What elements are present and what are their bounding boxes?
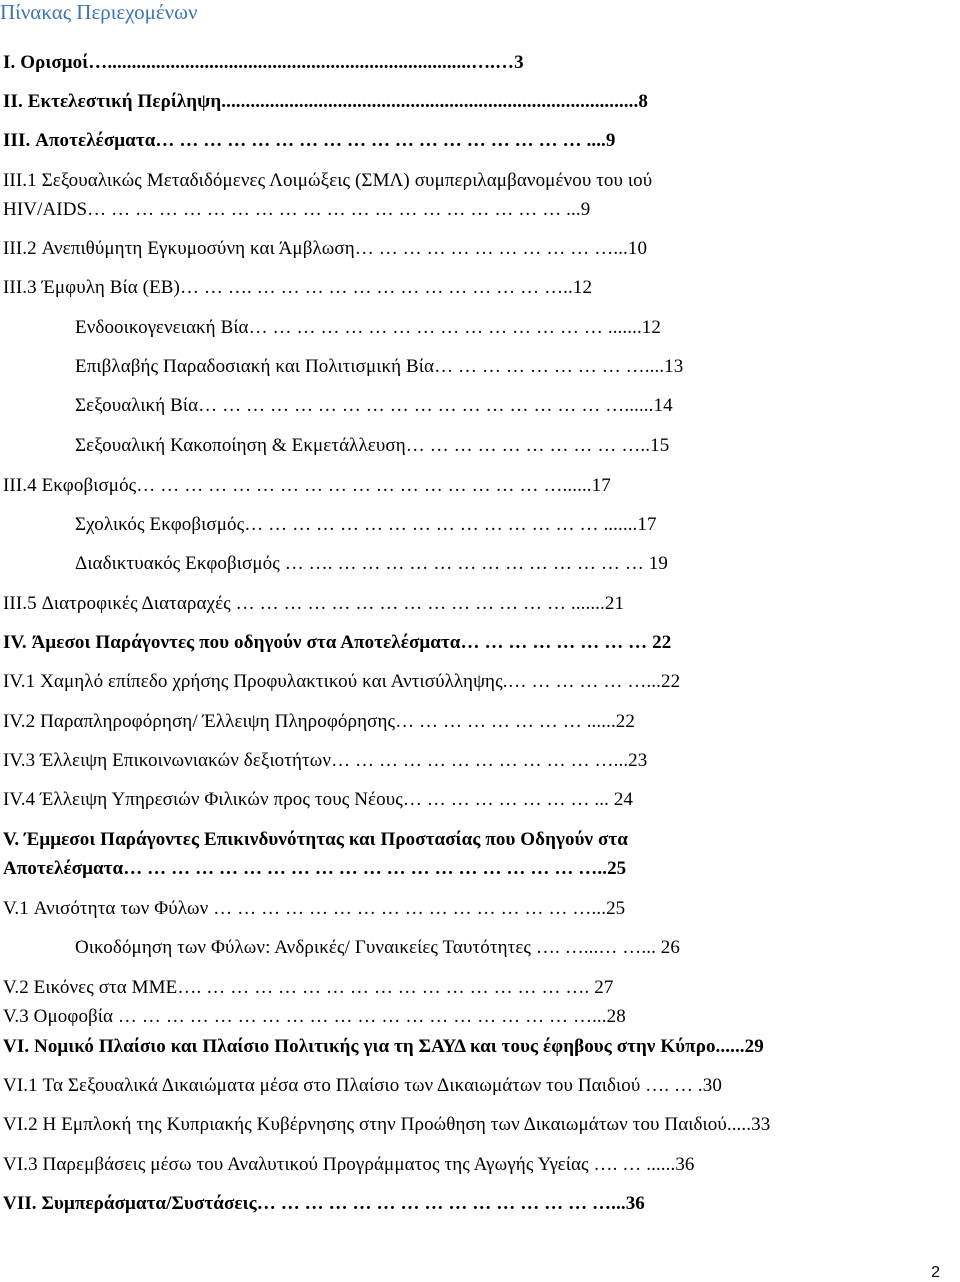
- toc-entry-sexoualiki-via[interactable]: Σεξουαλική Βία… … … … … … … … … … … … … … … … … …......14: [75, 395, 673, 416]
- toc-entry-endooikogeneiaki-via[interactable]: Ενδοοικογενειακή Βία… … … … … … … … … … … … … … … .......12: [75, 317, 662, 338]
- toc-entry-diatrofikes[interactable]: III.5 Διατροφικές Διαταραχές … … … … … … … … … … … … … … .......21: [3, 593, 625, 614]
- toc-entry-dexiotites[interactable]: IV.3 Έλλειψη Επικοινωνιακών δεξιοτήτων… … … … … … … … … … … …...23: [3, 750, 648, 771]
- toc-entry-kakopoiisi[interactable]: Σεξουαλική Κακοποίηση & Εκμετάλλευση… … … … … … … … … …..15: [75, 435, 670, 456]
- toc-entry-paremvaseis[interactable]: VI.3 Παρεμβάσεις μέσω του Αναλυτικού Προγράμματος της Αγωγής Υγείας …. … ......36: [3, 1154, 695, 1175]
- toc-entry-orismoi[interactable]: I. Ορισμοί…...........................................................................….…3: [3, 52, 524, 73]
- toc-entry-diadiktyakos-ekfovismos[interactable]: Διαδικτυακός Εκφοβισμός … …. … … … … … … … … … … … … … 19: [75, 553, 669, 574]
- toc-entry-sml-continued[interactable]: HIV/AIDS… … … … … … … … … … … … … … … … … … … … ...9: [3, 199, 591, 220]
- toc-entry-symperasmata[interactable]: VII. Συμπεράσματα/Συστάσεις… … … … … … … … … … … … … … …...36: [3, 1193, 645, 1214]
- toc-entry-egkymosyni[interactable]: III.2 Ανεπιθύμητη Εγκυμοσύνη και Άμβλωση… … … … … … … … … … …...10: [3, 238, 648, 259]
- toc-entry-amesoi-paragontes[interactable]: IV. Άμεσοι Παράγοντες που οδηγούν στα Αποτελέσματα… … … … … … … … 22: [3, 632, 672, 653]
- toc-entry-scholikos-ekfovismos[interactable]: Σχολικός Εκφοβισμός… … … … … … … … … … … … … … … .......17: [75, 514, 657, 535]
- toc-entry-oikodomisi-fylon[interactable]: Οικοδόμηση των Φύλων: Ανδρικές/ Γυναικείες Ταυτότητες …. …...… …... 26: [75, 937, 680, 958]
- toc-entry-ekfovismos[interactable]: III.4 Εκφοβισμός… … … … … … … … … … … … … … … … … …......17: [3, 475, 611, 496]
- toc-title: Πίνακας Περιεχομένων: [0, 0, 198, 24]
- toc-entry-sexoualika-dikaiomata[interactable]: VI.1 Τα Σεξουαλικά Δικαιώματα μέσα στο Πλαίσιο των Δικαιωμάτων του Παιδιού …. … .30: [3, 1075, 722, 1096]
- toc-entry-anisotita[interactable]: V.1 Ανισότητα των Φύλων … … … … … … … … … … … … … … … …...25: [3, 898, 626, 919]
- toc-entry-omofovia[interactable]: V.3 Ομοφοβία … … … … … … … … … … … … … … … … … … … …...28: [3, 1006, 626, 1027]
- toc-entry-ektelestiki-perilipsi[interactable]: II. Εκτελεστική Περίληψη......................................................................................8: [3, 91, 648, 112]
- toc-entry-ypiresies[interactable]: IV.4 Έλλειψη Υπηρεσιών Φιλικών προς τους Νέους… … … … … … … … ... 24: [3, 789, 634, 810]
- toc-entry-paraplirofórisi[interactable]: IV.2 Παραπληροφόρηση/ Έλλειψη Πληροφόρησης… … … … … … … … ......22: [3, 711, 636, 732]
- toc-entry-apotelesmata[interactable]: III. Αποτελέσματα… … … … … … … … … … … … … … … … … … ....9: [3, 130, 616, 151]
- toc-entry-eikones-mme[interactable]: V.2 Εικόνες στα ΜΜΕ…. … … … … … … … … … … … … … … … …. 27: [3, 977, 614, 998]
- toc-entry-paradosiaki-via[interactable]: Επιβλαβής Παραδοσιακή και Πολιτισμική Βία… … … … … … … … …....13: [75, 356, 684, 377]
- toc-entry-sml[interactable]: III.1 Σεξουαλικώς Μεταδιδόμενες Λοιμώξεις (ΣΜΛ) συμπεριλαμβανομένου του ιού: [3, 170, 653, 191]
- page-number: 2: [931, 1264, 940, 1281]
- toc-entry-emmesoi-paragontes-continued[interactable]: Αποτελέσματα… … … … … … … … … … … … … … … … … … … …..25: [3, 858, 627, 879]
- toc-entry-emfyli-via[interactable]: III.3 Έμφυλη Βία (ΕΒ)… … …. … … … … … … … … … … … … …..12: [3, 277, 593, 298]
- toc-entry-emmesoi-paragontes[interactable]: V. Έμμεσοι Παράγοντες Επικινδυνότητας και Προστασίας που Οδηγούν στα: [3, 829, 628, 850]
- toc-entry-nomiko-plaisio[interactable]: VI. Νομικό Πλαίσιο και Πλαίσιο Πολιτικής για τη ΣΑΥΔ και τους έφηβους στην Κύπρο......29: [3, 1036, 764, 1057]
- toc-entry-emplokí-kyvernisis[interactable]: VI.2 Η Εμπλοκή της Κυπριακής Κυβέρνησης στην Προώθηση των Δικαιωμάτων του Παιδιού.....33: [3, 1114, 771, 1135]
- toc-entry-profylaktiko[interactable]: IV.1 Χαμηλό επίπεδο χρήσης Προφυλακτικού και Αντισύλληψης.… … … … … …...22: [3, 671, 681, 692]
